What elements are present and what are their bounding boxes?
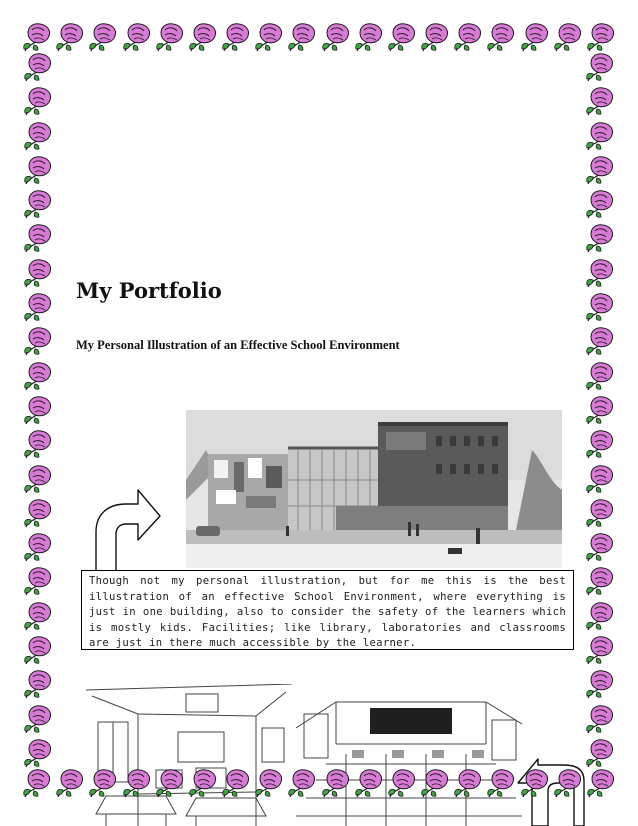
- pink-rose-icon: [221, 768, 251, 798]
- pink-rose-icon: [585, 464, 615, 494]
- curved-arrow-icon: [92, 480, 164, 576]
- pink-rose-icon: [88, 22, 118, 52]
- pink-rose-icon: [585, 326, 615, 356]
- pink-rose-icon: [453, 22, 483, 52]
- pink-rose-icon: [23, 189, 53, 219]
- pink-rose-icon: [23, 566, 53, 596]
- pink-rose-icon: [585, 189, 615, 219]
- pink-rose-icon: [88, 768, 118, 798]
- school-building-photo: [186, 410, 562, 568]
- pink-rose-icon: [585, 86, 615, 116]
- classroom-sketch: [296, 684, 522, 826]
- pink-rose-icon: [23, 464, 53, 494]
- pink-rose-icon: [321, 768, 351, 798]
- pink-rose-icon: [321, 22, 351, 52]
- pink-rose-icon: [553, 768, 583, 798]
- pink-rose-icon: [520, 22, 550, 52]
- pink-rose-icon: [585, 532, 615, 562]
- rose-border-bottom: [22, 766, 616, 800]
- pink-rose-icon: [23, 429, 53, 459]
- pink-rose-icon: [23, 155, 53, 185]
- pink-rose-icon: [585, 258, 615, 288]
- pink-rose-icon: [585, 52, 615, 82]
- pink-rose-icon: [553, 22, 583, 52]
- pink-rose-icon: [387, 22, 417, 52]
- pink-rose-icon: [188, 768, 218, 798]
- pink-rose-icon: [585, 395, 615, 425]
- pink-rose-icon: [23, 532, 53, 562]
- classroom-sketch: [86, 684, 292, 826]
- pink-rose-icon: [585, 738, 615, 768]
- pink-rose-icon: [486, 22, 516, 52]
- pink-rose-icon: [23, 258, 53, 288]
- pink-rose-icon: [585, 635, 615, 665]
- pink-rose-icon: [287, 22, 317, 52]
- pink-rose-icon: [585, 429, 615, 459]
- pink-rose-icon: [486, 768, 516, 798]
- caption-text: Though not my personal illustration, but for me this is the best illustration of an effective School Environment, where everything is just in one building, also to consider the safety of the learners which is mostly kids. Facilities; like library, laboratories and classrooms are just in there much accessible by the learner.: [89, 575, 566, 649]
- pink-rose-icon: [23, 52, 53, 82]
- pink-rose-icon: [420, 768, 450, 798]
- pink-rose-icon: [23, 635, 53, 665]
- pink-rose-icon: [23, 223, 53, 253]
- pink-rose-icon: [520, 768, 550, 798]
- pink-rose-icon: [585, 292, 615, 322]
- pink-rose-icon: [22, 22, 52, 52]
- pink-rose-icon: [585, 498, 615, 528]
- pink-rose-icon: [23, 669, 53, 699]
- pink-rose-icon: [23, 361, 53, 391]
- pink-rose-icon: [586, 768, 616, 798]
- pink-rose-icon: [55, 22, 85, 52]
- pink-rose-icon: [585, 361, 615, 391]
- pink-rose-icon: [122, 768, 152, 798]
- rose-border-top: [22, 20, 616, 54]
- pink-rose-icon: [55, 768, 85, 798]
- pink-rose-icon: [23, 704, 53, 734]
- pink-rose-icon: [23, 326, 53, 356]
- pink-rose-icon: [387, 768, 417, 798]
- pink-rose-icon: [155, 22, 185, 52]
- pink-rose-icon: [254, 22, 284, 52]
- pink-rose-icon: [585, 223, 615, 253]
- page-subtitle: My Personal Illustration of an Effective School Environment: [76, 338, 400, 352]
- pink-rose-icon: [453, 768, 483, 798]
- pink-rose-icon: [188, 22, 218, 52]
- pink-rose-icon: [23, 601, 53, 631]
- pink-rose-icon: [155, 768, 185, 798]
- pink-rose-icon: [122, 22, 152, 52]
- pink-rose-icon: [22, 768, 52, 798]
- pink-rose-icon: [586, 22, 616, 52]
- pink-rose-icon: [585, 155, 615, 185]
- pink-rose-icon: [354, 768, 384, 798]
- pink-rose-icon: [585, 566, 615, 596]
- pink-rose-icon: [585, 669, 615, 699]
- pink-rose-icon: [23, 395, 53, 425]
- pink-rose-icon: [23, 498, 53, 528]
- pink-rose-icon: [23, 292, 53, 322]
- pink-rose-icon: [23, 86, 53, 116]
- caption-box: [81, 570, 574, 650]
- pink-rose-icon: [23, 121, 53, 151]
- pink-rose-icon: [254, 768, 284, 798]
- rose-border-left: [22, 52, 54, 768]
- pink-rose-icon: [354, 22, 384, 52]
- pink-rose-icon: [585, 601, 615, 631]
- pink-rose-icon: [585, 704, 615, 734]
- page-title: My Portfolio: [76, 278, 222, 303]
- pink-rose-icon: [23, 738, 53, 768]
- pink-rose-icon: [585, 121, 615, 151]
- rose-border-right: [584, 52, 616, 768]
- pink-rose-icon: [420, 22, 450, 52]
- pink-rose-icon: [287, 768, 317, 798]
- pink-rose-icon: [221, 22, 251, 52]
